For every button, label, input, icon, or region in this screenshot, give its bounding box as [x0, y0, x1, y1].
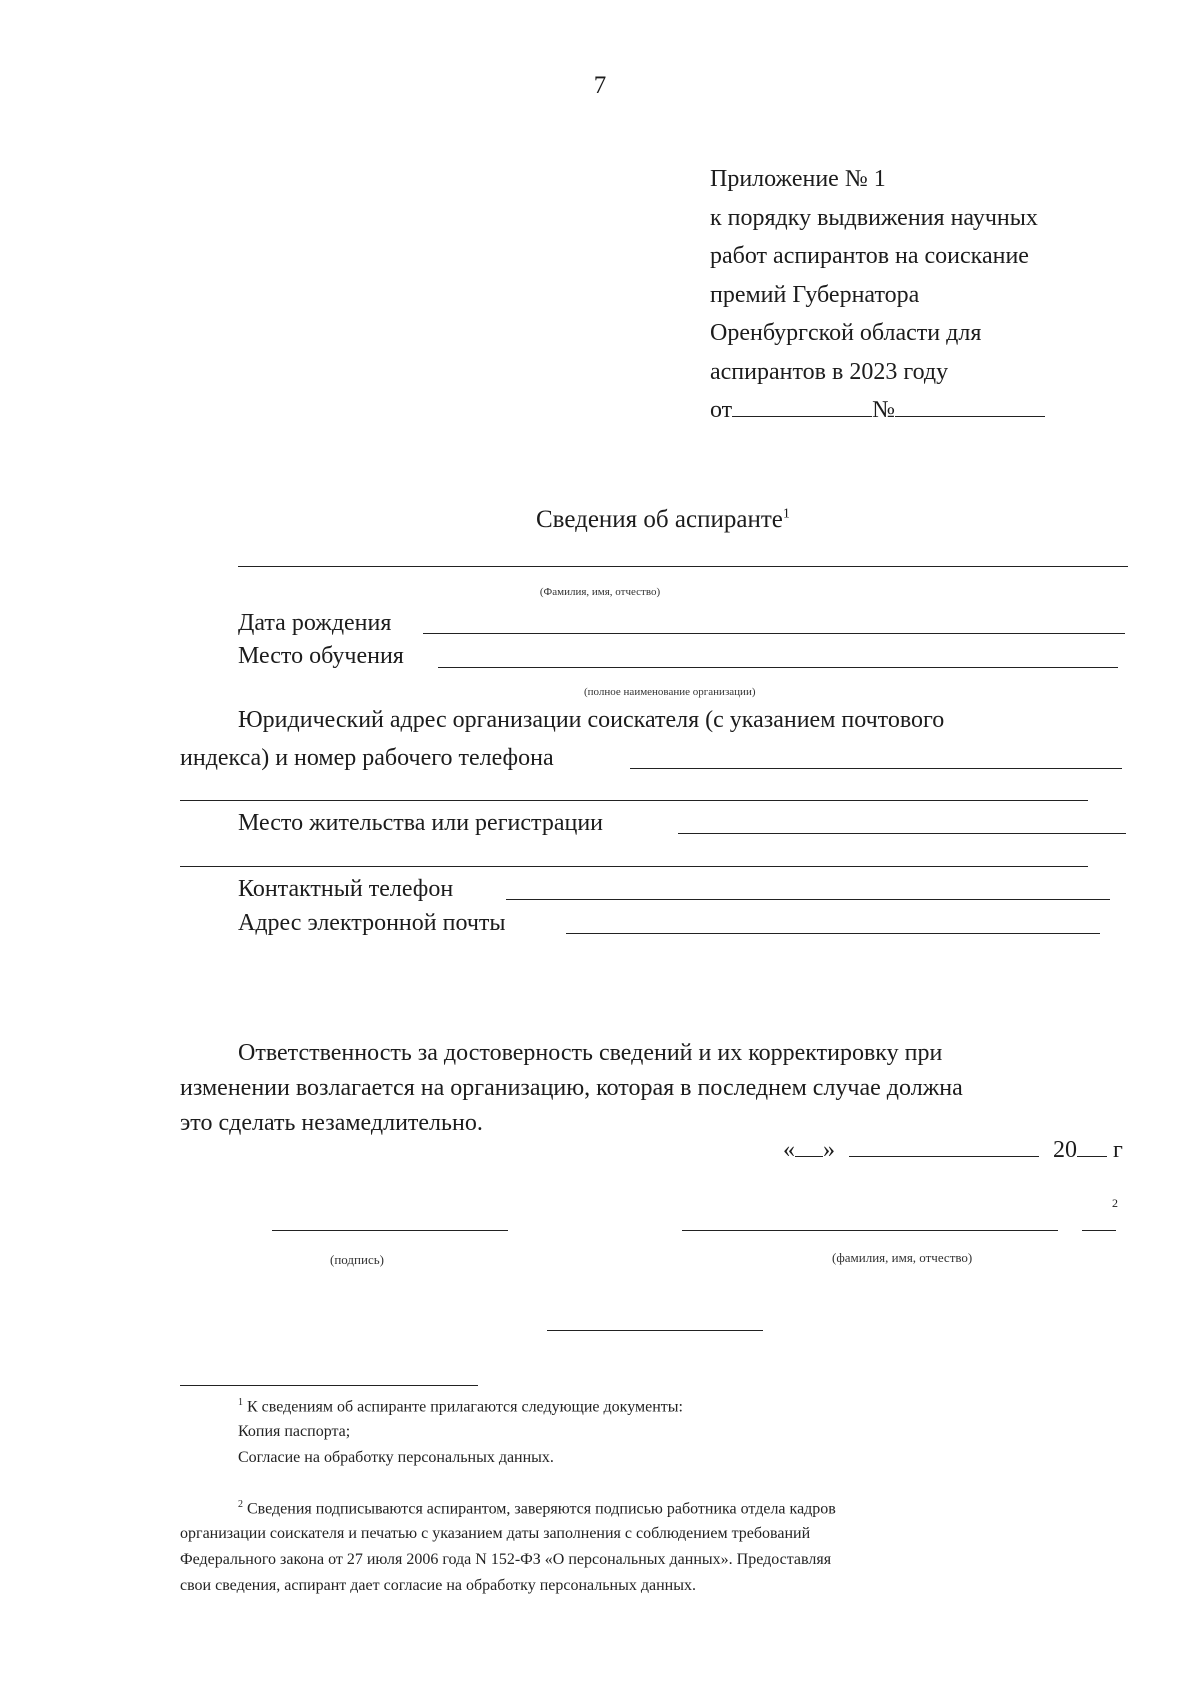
signature-date — [783, 1134, 1123, 1164]
date-blank — [732, 394, 872, 417]
from-label: от — [710, 397, 733, 423]
footnote-2-text: Сведения подписываются аспирантом, заверяются подписью работника отдела кадров — [247, 1500, 836, 1518]
appendix-line: к порядку выдвижения научных — [710, 204, 1038, 231]
birth-date-label: Дата рождения — [238, 610, 392, 636]
day-blank — [795, 1134, 823, 1157]
responsibility-line: это сделать незамедлительно. — [180, 1110, 483, 1136]
footnote-1-item: Согласие на обработку персональных данных. — [238, 1449, 554, 1466]
number-blank — [895, 394, 1045, 417]
year-suffix: г — [1113, 1137, 1123, 1163]
footnote-rule — [180, 1385, 478, 1386]
footnote-1-text: К сведениям об аспиранте прилагаются следующие документы: — [247, 1398, 683, 1416]
legal-address-label-line2: индекса) и номер рабочего телефона — [180, 745, 554, 771]
study-place-line — [438, 667, 1118, 668]
appendix-line: премий Губернатора — [710, 281, 920, 308]
residence-line — [678, 833, 1126, 834]
footnote-2-line: свои сведения, аспирант дает согласие на обработку персональных данных. — [180, 1577, 696, 1594]
year-prefix: 20 — [1053, 1137, 1077, 1163]
signature-footnote-ref: 2 — [1112, 1196, 1118, 1210]
residence-line-2 — [180, 866, 1088, 867]
form-title-text: Сведения об аспиранте — [536, 506, 783, 533]
number-label: № — [872, 397, 896, 423]
contact-phone-line — [506, 899, 1110, 900]
appendix-line: аспирантов в 2023 году — [710, 358, 949, 385]
legal-address-line — [630, 768, 1122, 769]
quote-open: « — [783, 1137, 795, 1163]
footnote-ref: 1 — [782, 506, 790, 522]
quote-close: » — [823, 1137, 835, 1163]
signature-caption: (подпись) — [330, 1252, 384, 1267]
email-label: Адрес электронной почты — [238, 910, 506, 936]
full-name-line — [238, 566, 1128, 567]
study-place-label: Место обучения — [238, 643, 404, 669]
appendix-date-number-line — [710, 391, 1045, 430]
section-separator — [547, 1330, 763, 1331]
footnote-2-line — [238, 1499, 836, 1518]
form-title — [536, 506, 790, 534]
footnote-2-ref: 2 — [238, 1499, 243, 1510]
residence-label: Место жительства или регистрации — [238, 810, 604, 836]
signer-name-line-end — [1082, 1230, 1116, 1231]
month-blank — [849, 1134, 1039, 1157]
footnote-1-item: Копия паспорта; — [238, 1423, 351, 1440]
legal-address-label-line1: Юридический адрес организации соискателя (с указанием почтового — [238, 707, 945, 733]
signer-name-line — [682, 1230, 1058, 1231]
appendix-line: работ аспирантов на соискание — [710, 243, 1029, 269]
footnote-2-line: организации соискателя и печатью с указанием даты заполнения с соблюдением требований — [180, 1525, 811, 1542]
responsibility-line: изменении возлагается на организацию, которая в последнем случае должна — [180, 1075, 963, 1101]
appendix-line: Оренбургской области для — [710, 320, 982, 346]
footnote-1 — [238, 1397, 683, 1416]
footnote-1-ref: 1 — [238, 1397, 243, 1408]
signature-line — [272, 1230, 508, 1231]
appendix-line: Приложение № 1 — [710, 166, 886, 192]
study-place-caption: (полное наименование организации) — [584, 686, 756, 698]
email-line — [566, 933, 1100, 934]
responsibility-line: Ответственность за достоверность сведений и их корректировку при — [238, 1040, 943, 1066]
page-number: 7 — [593, 72, 607, 99]
birth-date-line — [423, 633, 1125, 634]
footnote-2-line: Федерального закона от 27 июля 2006 года N 152-ФЗ «О персональных данных». Предоставляя — [180, 1551, 832, 1568]
legal-address-line-2 — [180, 800, 1088, 801]
signer-name-caption: (фамилия, имя, отчество) — [832, 1250, 973, 1265]
contact-phone-label: Контактный телефон — [238, 876, 454, 902]
full-name-caption: (Фамилия, имя, отчество) — [539, 586, 661, 598]
appendix-header — [710, 160, 1045, 430]
year-blank — [1077, 1134, 1107, 1157]
